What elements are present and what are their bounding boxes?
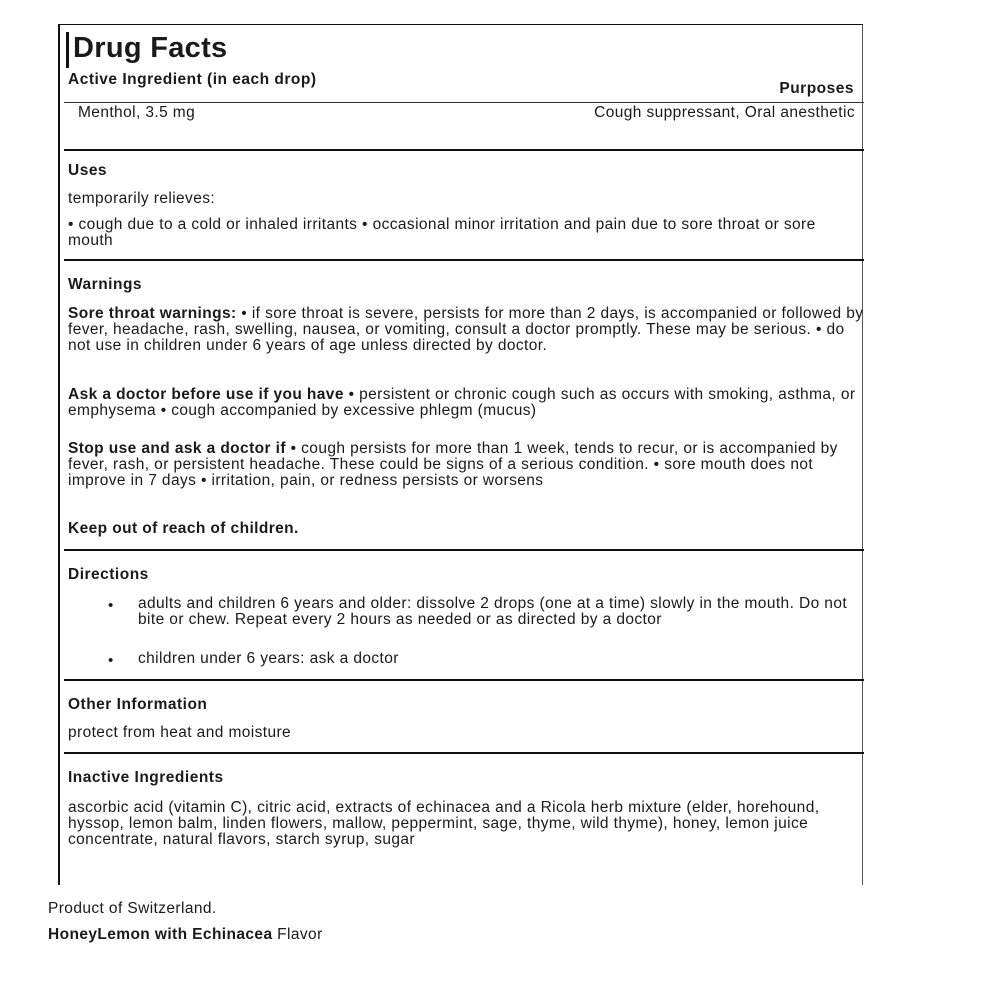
- page-title: Drug Facts: [73, 32, 228, 64]
- sore-throat-warning: [68, 306, 866, 354]
- section-divider: [64, 752, 864, 754]
- stop-use-warning: [68, 441, 860, 489]
- other-info-text: protect from heat and moisture: [68, 724, 292, 741]
- directions-item: children under 6 years: ask a doctor: [138, 650, 399, 667]
- keep-out-warning: Keep out of reach of children.: [68, 520, 299, 537]
- origin-text: Product of Switzerland.: [48, 900, 217, 917]
- active-divider: [64, 102, 864, 103]
- directions-heading: Directions: [68, 566, 149, 583]
- other-info-heading: Other Information: [68, 696, 208, 713]
- flavor-suffix: Flavor: [272, 926, 323, 943]
- ask-doctor-label: Ask a doctor before use if you have: [68, 386, 344, 403]
- section-divider: [64, 549, 864, 551]
- section-divider: [64, 679, 864, 681]
- warnings-heading: Warnings: [68, 276, 143, 293]
- uses-text: • cough due to a cold or inhaled irritants • occasional minor irritation and pain due to sore throat or sore mouth: [68, 216, 816, 249]
- purposes-heading: Purposes: [779, 80, 854, 97]
- active-ingredient-value: Menthol, 3.5 mg: [78, 104, 196, 121]
- sore-throat-text: • if sore throat is severe, persists for more than 2 days, is accompanied or followed by fever, headache, rash, swelling, nausea, or vomiting, consult a doctor promptly. These may be serious. • do not use in children under 6 years of age unless directed by doctor.: [68, 305, 864, 354]
- section-divider: [64, 149, 864, 151]
- section-divider: [64, 259, 864, 261]
- flavor-name: HoneyLemon with Echinacea: [48, 926, 273, 943]
- title-accent-bar: [66, 32, 69, 68]
- inactive-text: ascorbic acid (vitamin C), citric acid, extracts of echinacea and a Ricola herb mixture (elder, horehound, hyssop, lemon balm, linden flowers, mallow, peppermint, sage, thyme, wild thyme), honey, lemon juice concentrate, natural flavors, starch syrup, sugar: [68, 799, 820, 848]
- directions-item: adults and children 6 years and older: dissolve 2 drops (one at a time) slowly in the mouth. Do not bite or chew. Repeat every 2 hours as needed or as directed by a doctor: [138, 595, 848, 628]
- bullet-icon: •: [108, 652, 114, 669]
- ask-doctor-text: • persistent or chronic cough such as occurs with smoking, asthma, or emphysema • cough accompanied by excessive phlegm (mucus): [68, 386, 856, 419]
- purpose-value: Cough suppressant, Oral anesthetic: [594, 104, 855, 121]
- active-ingredient-heading: Active Ingredient (in each drop): [68, 71, 317, 88]
- stop-use-label: Stop use and ask a doctor if: [68, 440, 286, 457]
- uses-heading: Uses: [68, 162, 108, 179]
- stop-use-text: • cough persists for more than 1 week, tends to recur, or is accompanied by fever, rash, or persistent headache. These could be signs of a serious condition. • sore mouth does not improve in 7 days • irritation, pain, or redness persists or worsens: [68, 440, 838, 489]
- sore-throat-label: Sore throat warnings:: [68, 305, 237, 322]
- uses-intro: temporarily relieves:: [68, 190, 216, 207]
- ask-doctor-warning: [68, 387, 860, 419]
- bullet-icon: •: [108, 597, 114, 614]
- flavor-line: [48, 927, 323, 943]
- inactive-heading: Inactive Ingredients: [68, 769, 224, 786]
